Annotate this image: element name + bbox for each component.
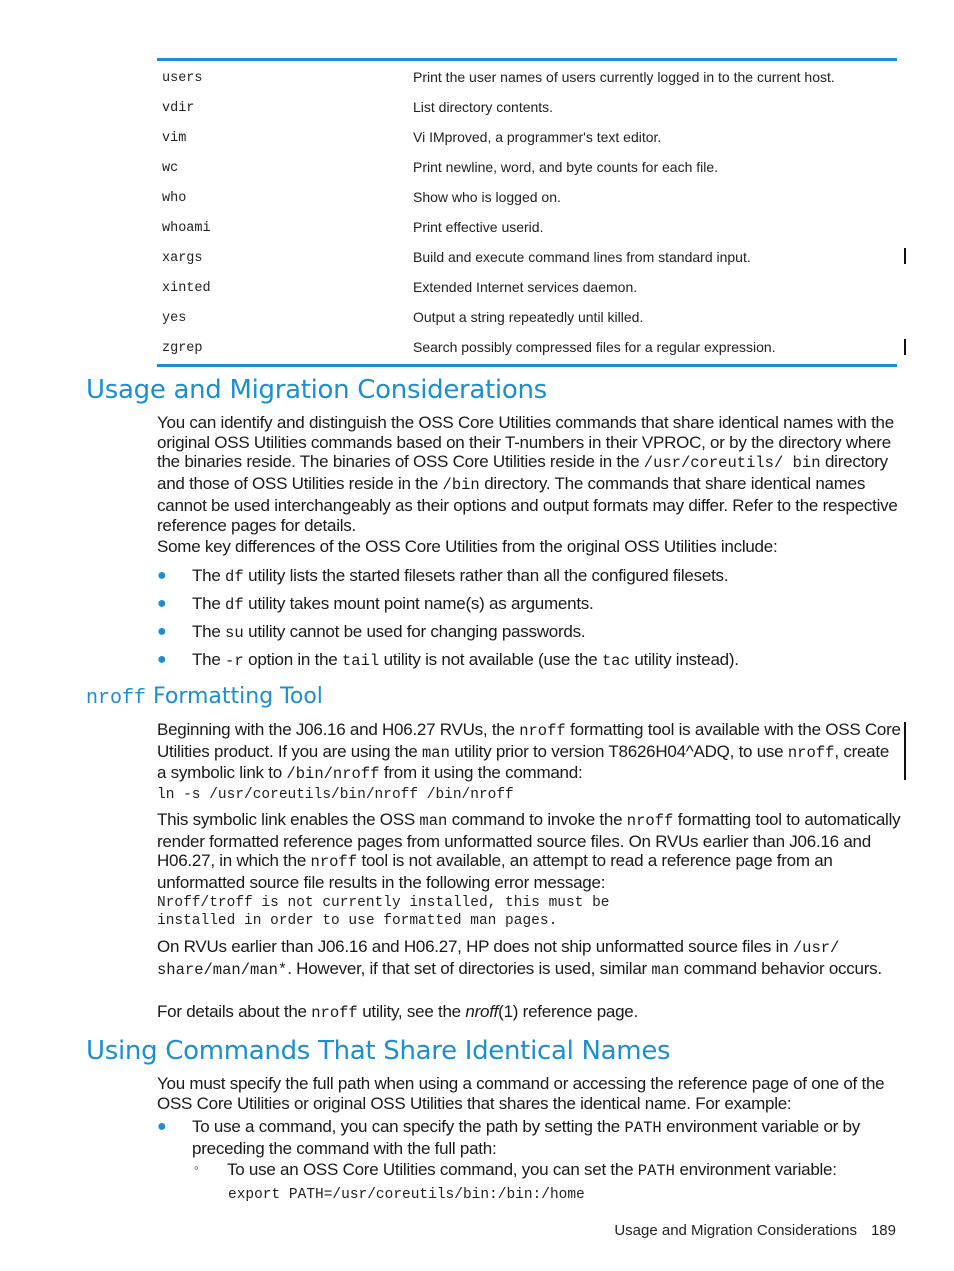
command-name: zgrep (162, 341, 203, 356)
command-description: Extended Internet services daemon. (413, 279, 638, 295)
bin-path: /bin (442, 476, 480, 495)
table-row (157, 63, 897, 93)
bullet-icon: ● (157, 651, 167, 668)
table-row (157, 93, 897, 123)
command-table (157, 58, 897, 367)
table-row (157, 153, 897, 183)
code-block-symlink: ln -s /usr/coreutils/bin/nroff /bin/nroff (157, 787, 514, 803)
command-description: Print the user names of users currently logged in to the current host. (413, 69, 835, 85)
command-name: whoami (162, 221, 211, 236)
table-row (157, 183, 897, 213)
command-name: xinted (162, 281, 211, 296)
table-row (157, 243, 897, 273)
table-row (157, 333, 897, 363)
section-heading-usage: Usage and Migration Considerations (86, 375, 547, 405)
section-heading-shared-names: Using Commands That Share Identical Names (86, 1036, 671, 1066)
code-block-error-message: Nroff/troff is not currently installed, this must be installed in order to use formatted man pages. (157, 895, 610, 929)
table-row (157, 213, 897, 243)
change-bar (904, 248, 906, 264)
command-name: vdir (162, 101, 195, 116)
footer-section-title: Usage and Migration Considerations (614, 1222, 857, 1239)
code-block-export-path: export PATH=/usr/coreutils/bin:/bin:/home (228, 1187, 585, 1203)
bullet-icon: ● (157, 1118, 167, 1135)
command-name: vim (162, 131, 187, 146)
page-footer (614, 1222, 896, 1239)
coreutils-bin-path: /usr/coreutils/ bin (643, 454, 821, 473)
nroff-paragraph-3: On RVUs earlier than J06.16 and H06.27, HP does not ship unformatted source files in /usr/ share/man/man*. However, if that set of directories is used, similar man command behavior occurs. (157, 937, 882, 979)
usage-paragraph-1: You can identify and distinguish the OSS Core Utilities commands that share identical names with the original OSS Utilities commands based on their T-numbers in their VPROC, or by the directory where the binaries reside. The binaries of OSS Core Utilities reside in the /usr/coreutils/ bin directory and those of OSS Utilities reside in the /bin directory. The commands that share identical names cannot be used interchangeably as their options and output formats may differ. Refer to the respective reference pages for details. (157, 413, 898, 535)
command-name: yes (162, 311, 187, 326)
bullet-icon: ● (157, 567, 167, 584)
command-description: List directory contents. (413, 99, 554, 115)
table-row (157, 273, 897, 303)
command-description: Print effective userid. (413, 219, 544, 235)
command-description: Show who is logged on. (413, 189, 561, 205)
command-description: Build and execute command lines from standard input. (413, 249, 751, 265)
bullet-icon: ● (157, 595, 167, 612)
command-description: Output a string repeatedly until killed. (413, 309, 644, 325)
command-name: xargs (162, 251, 203, 266)
command-name: wc (162, 161, 179, 176)
bullet-icon: ● (157, 623, 167, 640)
table-row (157, 303, 897, 333)
change-bar (904, 722, 906, 780)
page-number: 189 (870, 1222, 896, 1239)
nroff-paragraph-2: This symbolic link enables the OSS man command to invoke the nroff formatting tool to automatically render formatted reference pages from unformatted source files. On RVUs earlier than J06.16 and H06.27, in which the nroff tool is not available, an attempt to read a reference page from an unformatted source file results in the following error message: (157, 810, 901, 893)
usage-paragraph-2: Some key differences of the OSS Core Utilities from the original OSS Utilities include: (157, 537, 778, 556)
subsection-heading-nroff: nroff Formatting Tool (86, 684, 323, 710)
command-description: Search possibly compressed files for a regular expression. (413, 339, 776, 355)
command-name: users (162, 71, 203, 86)
command-description: Print newline, word, and byte counts for each file. (413, 159, 719, 175)
shared-paragraph-1: You must specify the full path when using a command or accessing the reference page of one of the OSS Core Utilities or original OSS Utilities that shares the identical name. For example: (157, 1074, 885, 1113)
nroff-paragraph-4: For details about the nroff utility, see the nroff(1) reference page. (157, 1002, 638, 1022)
table-row (157, 123, 897, 153)
nroff-paragraph-1: Beginning with the J06.16 and H06.27 RVUs, the nroff formatting tool is available with the OSS Core Utilities product. If you are using the man utility prior to version T8626H04^ADQ, to use nroff, create a symbolic link to /bin/nroff from it using the command: (157, 720, 901, 784)
command-description: Vi IMproved, a programmer's text editor. (413, 129, 662, 145)
command-name: who (162, 191, 187, 206)
circle-bullet-icon: ◦ (194, 1160, 199, 1175)
change-bar (904, 339, 906, 355)
